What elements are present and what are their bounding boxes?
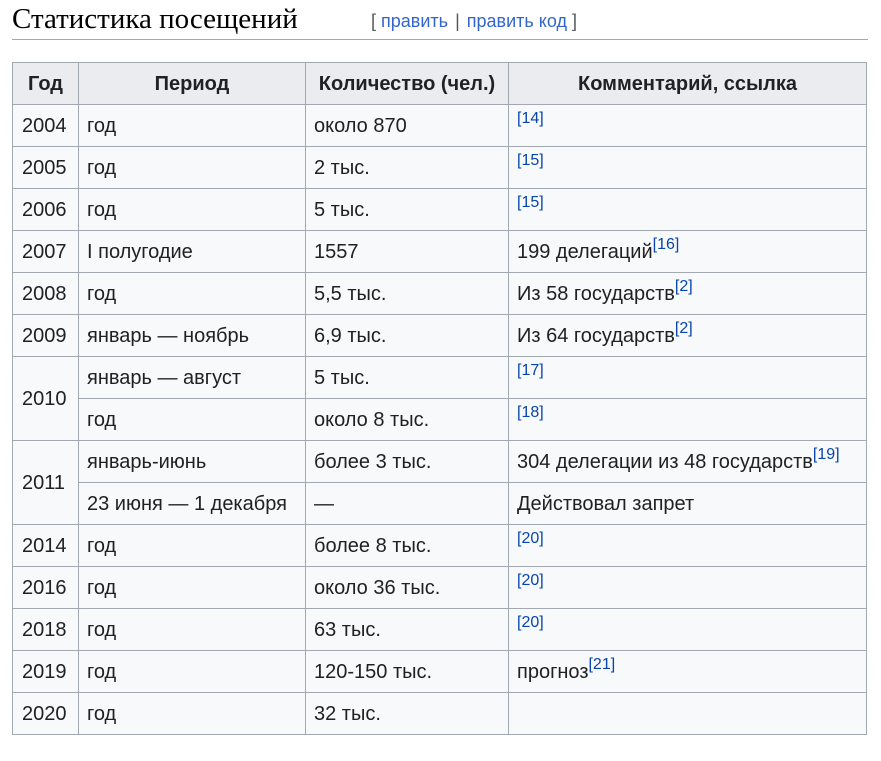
comment-cell — [509, 189, 867, 231]
footnote-link[interactable]: [16] — [652, 235, 680, 253]
comment-text: Из 58 государств — [517, 282, 675, 305]
comment-text: 199 делегаций — [517, 240, 653, 263]
period-cell: год — [79, 273, 306, 315]
footnote-ref — [517, 572, 544, 589]
section-title: Статистика посещений — [12, 3, 298, 35]
table-row — [13, 231, 867, 273]
table-row — [13, 651, 867, 693]
table-row — [13, 609, 867, 651]
table-row — [13, 273, 867, 315]
table-row — [13, 567, 867, 609]
table-header-row — [13, 63, 867, 105]
table-row — [13, 315, 867, 357]
footnote-link[interactable]: [15] — [517, 193, 544, 211]
footnote-link[interactable]: [18] — [517, 403, 544, 421]
year-cell: 2014 — [13, 525, 79, 567]
comment-cell — [509, 651, 867, 693]
period-cell: год — [79, 651, 306, 693]
count-cell: 1557 — [306, 231, 509, 273]
footnote-ref — [675, 320, 693, 337]
table-row — [13, 693, 867, 735]
year-cell: 2008 — [13, 273, 79, 315]
footnote-ref — [675, 278, 693, 295]
period-cell: 23 июня — 1 декабря — [79, 483, 306, 525]
period-cell: год — [79, 609, 306, 651]
footnote-ref — [517, 194, 544, 211]
table-row — [13, 105, 867, 147]
comment-cell — [509, 525, 867, 567]
table-row — [13, 147, 867, 189]
count-cell: 6,9 тыс. — [306, 315, 509, 357]
edit-source-link[interactable]: править код — [466, 11, 567, 31]
period-cell: год — [79, 147, 306, 189]
footnote-link[interactable]: [20] — [517, 529, 544, 547]
footnote-ref — [517, 362, 544, 379]
period-cell: январь-июнь — [79, 441, 306, 483]
edit-separator: | — [455, 11, 460, 31]
count-cell: — — [306, 483, 509, 525]
comment-cell — [509, 609, 867, 651]
footnote-link[interactable]: [21] — [588, 655, 616, 673]
table-row — [13, 399, 867, 441]
footnote-ref — [653, 236, 680, 253]
header-count: Количество (чел.) — [306, 63, 509, 105]
section-heading — [12, 0, 868, 40]
footnote-link[interactable]: [2] — [674, 277, 693, 295]
comment-cell — [509, 357, 867, 399]
count-cell: 5 тыс. — [306, 189, 509, 231]
visits-table — [12, 62, 867, 735]
comment-cell — [509, 441, 867, 483]
period-cell: год — [79, 105, 306, 147]
footnote-link[interactable]: [2] — [674, 319, 693, 337]
comment-cell — [509, 147, 867, 189]
table-row — [13, 357, 867, 399]
comment-cell — [509, 315, 867, 357]
footnote-link[interactable]: [14] — [517, 109, 544, 127]
footnote-link[interactable]: [20] — [517, 571, 544, 589]
period-cell: год — [79, 399, 306, 441]
edit-bracket-close: ] — [572, 11, 578, 31]
footnote-link[interactable]: [20] — [517, 613, 544, 631]
edit-link[interactable]: править — [381, 11, 449, 31]
count-cell: более 3 тыс. — [306, 441, 509, 483]
comment-text: Действовал запрет — [517, 492, 695, 515]
edit-bracket-open: [ — [371, 11, 377, 31]
footnote-link[interactable]: [15] — [517, 151, 544, 169]
period-cell: год — [79, 693, 306, 735]
footnote-link[interactable]: [17] — [517, 361, 544, 379]
table-row — [13, 483, 867, 525]
comment-cell — [509, 483, 867, 525]
footnote-link[interactable]: [19] — [812, 445, 840, 463]
comment-cell — [509, 399, 867, 441]
period-cell: год — [79, 525, 306, 567]
comment-cell — [509, 567, 867, 609]
period-cell: январь — август — [79, 357, 306, 399]
year-cell: 2004 — [13, 105, 79, 147]
comment-text: 304 делегации из 48 государств — [517, 450, 813, 473]
count-cell: около 36 тыс. — [306, 567, 509, 609]
comment-cell — [509, 231, 867, 273]
footnote-ref — [517, 152, 544, 169]
count-cell: около 8 тыс. — [306, 399, 509, 441]
period-cell: год — [79, 189, 306, 231]
count-cell: 5,5 тыс. — [306, 273, 509, 315]
count-cell: около 870 — [306, 105, 509, 147]
year-cell: 2010 — [13, 357, 79, 441]
year-cell: 2005 — [13, 147, 79, 189]
footnote-ref — [813, 446, 840, 463]
footnote-ref — [517, 404, 544, 421]
year-cell: 2006 — [13, 189, 79, 231]
table-row — [13, 189, 867, 231]
year-cell: 2016 — [13, 567, 79, 609]
count-cell: 2 тыс. — [306, 147, 509, 189]
period-cell: I полугодие — [79, 231, 306, 273]
year-cell: 2019 — [13, 651, 79, 693]
count-cell: более 8 тыс. — [306, 525, 509, 567]
count-cell: 120-150 тыс. — [306, 651, 509, 693]
comment-text: прогноз — [517, 660, 589, 683]
year-cell: 2011 — [13, 441, 79, 525]
year-cell: 2018 — [13, 609, 79, 651]
table-row — [13, 441, 867, 483]
header-year: Год — [13, 63, 79, 105]
edit-section-links — [371, 9, 577, 33]
period-cell: январь — ноябрь — [79, 315, 306, 357]
year-cell: 2020 — [13, 693, 79, 735]
footnote-ref — [517, 530, 544, 547]
count-cell: 63 тыс. — [306, 609, 509, 651]
comment-cell — [509, 693, 867, 735]
count-cell: 32 тыс. — [306, 693, 509, 735]
footnote-ref — [517, 614, 544, 631]
table-row — [13, 525, 867, 567]
year-cell: 2007 — [13, 231, 79, 273]
header-comment: Комментарий, ссылка — [509, 63, 867, 105]
footnote-ref — [588, 656, 615, 673]
comment-cell — [509, 105, 867, 147]
period-cell: год — [79, 567, 306, 609]
footnote-ref — [517, 110, 544, 127]
year-cell: 2009 — [13, 315, 79, 357]
count-cell: 5 тыс. — [306, 357, 509, 399]
header-period: Период — [79, 63, 306, 105]
comment-text: Из 64 государств — [517, 324, 675, 347]
comment-cell — [509, 273, 867, 315]
